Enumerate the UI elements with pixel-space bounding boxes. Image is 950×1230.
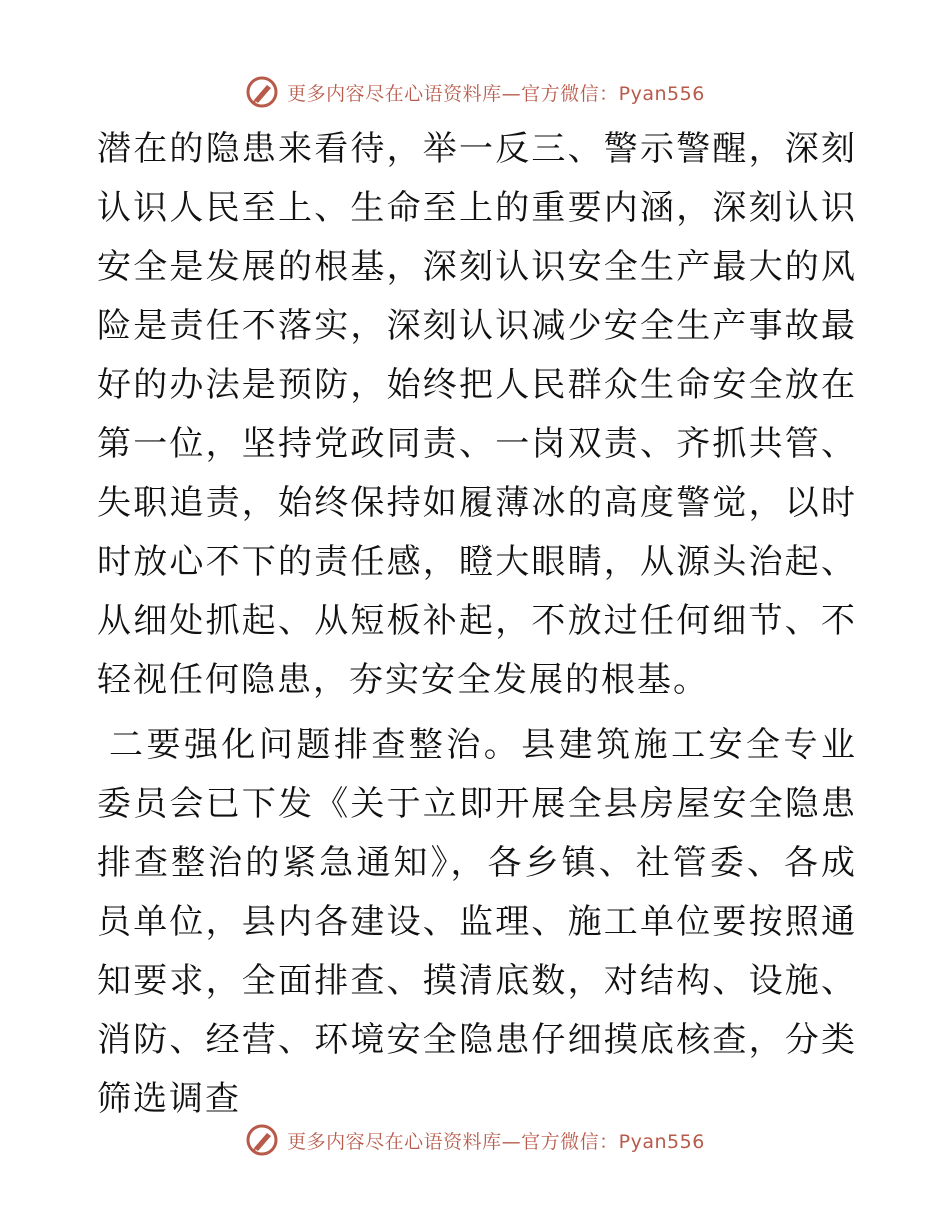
pen-logo-icon <box>245 75 279 109</box>
document-body <box>97 120 857 1129</box>
header-watermark <box>0 72 950 112</box>
watermark-text: 更多内容尽在心语资料库—官方微信：Pyan556 <box>287 1130 705 1153</box>
pen-logo-icon <box>245 1123 279 1157</box>
paragraph-2: 二要强化问题排查整治。县建筑施工安全专业委员会已下发《关于立即开展全县房屋安全隐患排查整治的紧急通知》，各乡镇、社管委、各成员单位，县内各建设、监理、施工单位要按照通知要求，全面排查、摸清底数，对结构、设施、消防、经营、环境安全隐患仔细摸底核查，分类筛选调查 <box>97 725 857 1119</box>
footer-watermark <box>0 1120 950 1160</box>
paragraph-1: 潜在的隐患来看待，举一反三、警示警醒，深刻认识人民至上、生命至上的重要内涵，深刻认识安全是发展的根基，深刻认识安全生产最大的风险是责任不落实，深刻认识减少安全生产事故最好的办法是预防，始终把人民群众生命安全放在第一位，坚持党政同责、一岗双责、齐抓共管、失职追责，始终保持如履薄冰的高度警觉，以时时放心不下的责任感，瞪大眼睛，从源头治起、从细处抓起、从短板补起，不放过任何细节、不轻视任何隐患，夯实安全发展的根基。 <box>97 129 857 700</box>
watermark-text: 更多内容尽在心语资料库—官方微信：Pyan556 <box>287 82 705 105</box>
